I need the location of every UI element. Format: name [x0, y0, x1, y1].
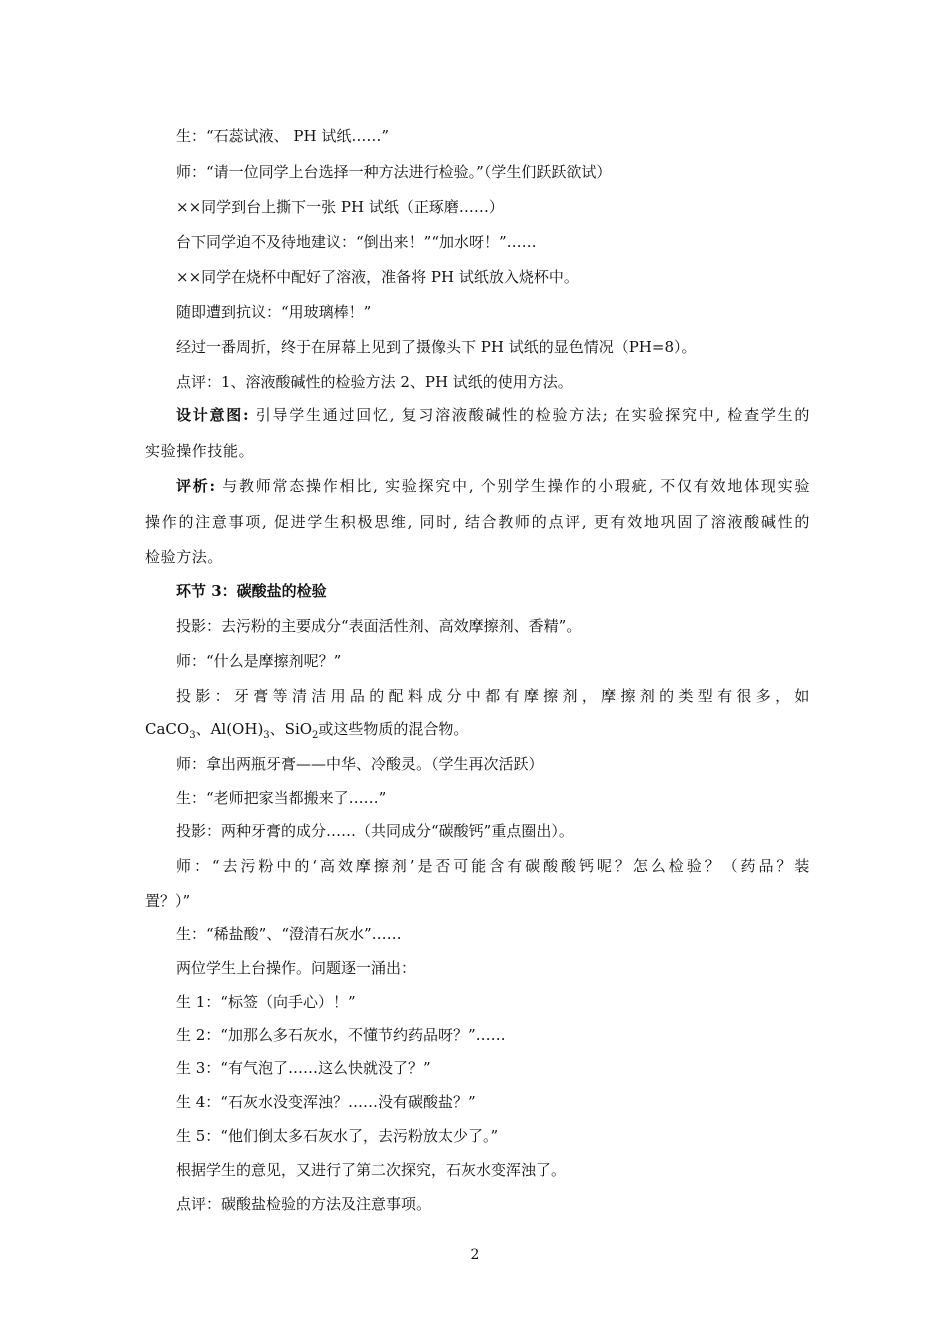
paragraph-line: 投影：牙膏等清洁用品的配料成分中都有摩擦剂，摩擦剂的类型有很多，如 — [176, 687, 810, 705]
analysis-line — [176, 476, 810, 496]
paragraph-line: 生 3：“有气泡了……这么快就没了？” — [176, 1059, 431, 1077]
formula-suffix: 或这些物质的混合物。 — [318, 720, 469, 738]
design-intent-line — [176, 405, 810, 425]
paragraph-line: 投影：两种牙膏的成分……（共同成分“碳酸钙”重点圈出）。 — [176, 822, 574, 840]
paragraph-line: 生：“石蕊试液、 PH 试纸……” — [176, 127, 390, 145]
formula-caco3: CaCO — [145, 720, 190, 738]
paragraph-line: ××同学到台上撕下一张 PH 试纸（正琢磨……） — [176, 198, 504, 216]
analysis-label: 评析: — [176, 477, 216, 495]
paragraph-line: 检验方法。 — [145, 548, 224, 566]
design-intent-label: 设计意图: — [176, 406, 250, 424]
design-intent-text: 引导学生通过回忆, 复习溶液酸碱性的检验方法; 在实验探究中, 检查学生的 — [249, 406, 810, 424]
subscript: 3 — [189, 730, 196, 741]
formula-line — [145, 719, 810, 739]
paragraph-line: 实验操作技能。 — [145, 442, 255, 460]
paragraph-line: 台下同学迫不及待地建议：“倒出来！”“加水呀！”…… — [176, 233, 537, 251]
paragraph-line: 点评：碳酸盐检验的方法及注意事项。 — [176, 1195, 432, 1213]
paragraph-line: 生：“老师把家当都搬来了……” — [176, 789, 387, 807]
formula-sio2: 、SiO — [269, 720, 313, 738]
paragraph-line: 操作的注意事项, 促进学生积极思维, 同时, 结合教师的点评, 更有效地巩固了溶液酸碱性的 — [145, 513, 810, 531]
subscript: 3 — [263, 730, 270, 741]
paragraph-line: 生 4：“石灰水没变浑浊？……没有碳酸盐？” — [176, 1093, 476, 1111]
formula-aloh3: 、Al(OH) — [195, 720, 264, 738]
paragraph-line: 师：拿出两瓶牙膏——中华、冷酸灵。（学生再次活跃） — [176, 755, 544, 773]
section-heading: 环节 3：碳酸盐的检验 — [176, 582, 327, 600]
paragraph-line: 师：“去污粉中的‘高效摩擦剂’是否可能含有碳酸酸钙呢？怎么检验？（药品？装 — [176, 857, 810, 875]
paragraph-line: 随即遭到抗议：“用玻璃棒！” — [176, 303, 372, 321]
paragraph-line: 生：“稀盐酸”、“澄清石灰水”…… — [176, 925, 402, 943]
paragraph-line: 两位学生上台操作。问题逐一涌出： — [176, 959, 417, 977]
paragraph-line: 根据学生的意见，又进行了第二次探究，石灰水变浑浊了。 — [176, 1161, 567, 1179]
paragraph-line: 生 2：“加那么多石灰水，不懂节约药品呀？”…… — [176, 1026, 506, 1044]
paragraph-line: 师：“请一位同学上台选择一种方法进行检验。”（学生们跃跃欲试） — [176, 163, 612, 181]
paragraph-line: 师：“什么是摩擦剂呢？” — [176, 652, 342, 670]
paragraph-line: ××同学在烧杯中配好了溶液，准备将 PH 试纸放入烧杯中。 — [176, 268, 579, 286]
paragraph-line: 投影：去污粉的主要成分“表面活性剂、高效摩擦剂、香精”。 — [176, 617, 582, 635]
paragraph-line: 点评：1、溶液酸碱性的检验方法 2、PH 试纸的使用方法。 — [176, 373, 573, 391]
paragraph-line: 生 1：“标签（向手心）！” — [176, 993, 356, 1011]
paragraph-line: 经过一番周折，终于在屏幕上见到了摄像头下 PH 试纸的显色情况（PH=8）。 — [176, 338, 697, 356]
subscript: 2 — [312, 730, 319, 741]
analysis-text: 与教师常态操作相比, 实验探究中, 个别学生操作的小瑕疵, 不仅有效地体现实验 — [215, 477, 810, 495]
paragraph-line: 置？）” — [145, 892, 191, 910]
page-number: 2 — [470, 1247, 480, 1263]
paragraph-line: 生 5：“他们倒太多石灰水了，去污粉放太少了。” — [176, 1127, 499, 1145]
